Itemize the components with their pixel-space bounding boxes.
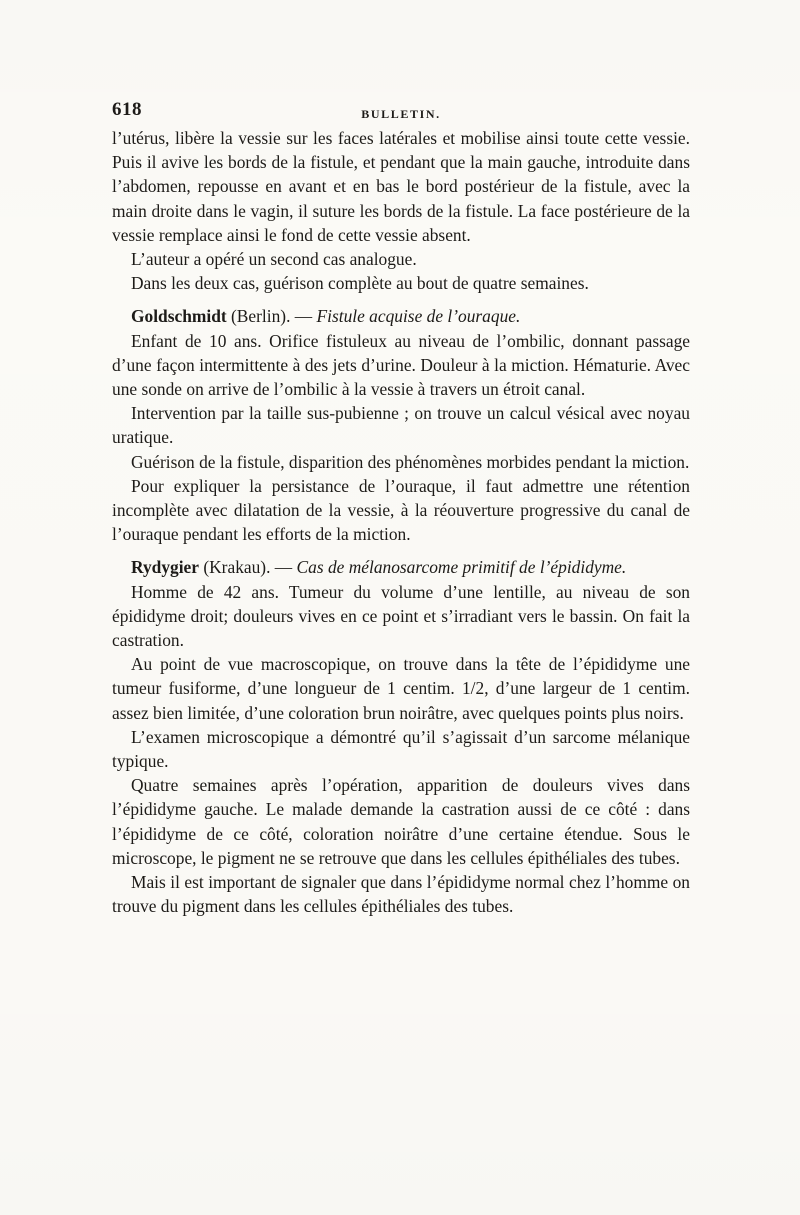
running-head: BULLETIN.: [361, 107, 441, 121]
continued-paragraph: l’utérus, libère la vessie sur les faces latérales et mobilise ainsi toute cette vessie. Puis il avive les bords de la fistule, et pendant que la main gauche, introduite dans l’abdomen, repousse en avant et en bas le bord postérieur de la fistule, avec la main droite dans le vagin, il suture les bords de la fistule. La face postérieure de la vessie remplace ainsi le fond de cette vessie absent.: [112, 128, 690, 245]
entry-paragraph: Intervention par la taille sus-pubienne ; on trouve un calcul vésical avec noyau uratique.: [112, 403, 690, 448]
entry-author: Rydygier: [131, 557, 199, 578]
entry-place: (Berlin). —: [226, 306, 317, 327]
entry-paragraph: Quatre semaines après l’opération, apparition de douleurs vives dans l’épididyme gauche. Le malade demande la castration aussi de ce côté : dans l’épididyme de ce côté, coloration noirâtre d’une certaine étendue. Sous le microscope, le pigment ne se retrouve que dans les cellules épithéliales des tubes.: [112, 775, 690, 868]
page-header: [112, 96, 690, 124]
entry-paragraph: Pour expliquer la persistance de l’ouraque, il faut admettre une rétention incomplète avec dilatation de la vessie, à la réouverture progressive du canal de l’ouraque pendant les efforts de la miction.: [112, 475, 690, 545]
entry-title: Cas de mélanosarcome primitif de l’épididyme.: [296, 557, 627, 578]
entry-paragraph: Au point de vue macroscopique, on trouve dans la tête de l’épididyme une tumeur fusiforme, d’une longueur de 1 centim. 1/2, d’une largeur de 1 centim. assez bien limitée, d’une coloration brun noirâtre, avec quelques points plus noirs.: [112, 654, 690, 723]
intro-paragraph-3: Dans les deux cas, guérison complète au bout de quatre semaines.: [131, 273, 589, 294]
entry-paragraph: L’examen microscopique a démontré qu’il s’agissait d’un sarcome mélanique typique.: [112, 726, 690, 772]
entry-author: Goldschmidt: [131, 306, 227, 327]
entry-paragraph: Guérison de la fistule, disparition des phénomènes morbides pendant la miction.: [131, 451, 690, 472]
entry-paragraph: Homme de 42 ans. Tumeur du volume d’une lentille, au niveau de son épididyme droit; douleurs vives en ce point et s’irradiant vers le bassin. On fait la castration.: [112, 581, 690, 651]
entry-title: Fistule acquise de l’ouraque.: [316, 306, 521, 327]
entry-place: (Krakau). —: [198, 557, 297, 578]
entry-heading-goldschmidt: [112, 304, 690, 328]
book-page: [112, 96, 690, 919]
entry-heading-rydygier: [112, 555, 690, 579]
entry-paragraph: Mais il est important de signaler que dans l’épididyme normal chez l’homme on trouve du pigment dans les cellules épithéliales des tubes.: [112, 872, 690, 917]
page-number: 618: [112, 99, 142, 120]
intro-paragraph-2: L’auteur a opéré un second cas analogue.: [131, 249, 417, 270]
entry-paragraph: Enfant de 10 ans. Orifice fistuleux au niveau de l’ombilic, donnant passage d’une façon intermittente à des jets d’urine. Douleur à la miction. Hématurie. Avec une sonde on arrive de l’ombilic à la vessie à travers un étroit canal.: [112, 330, 690, 400]
